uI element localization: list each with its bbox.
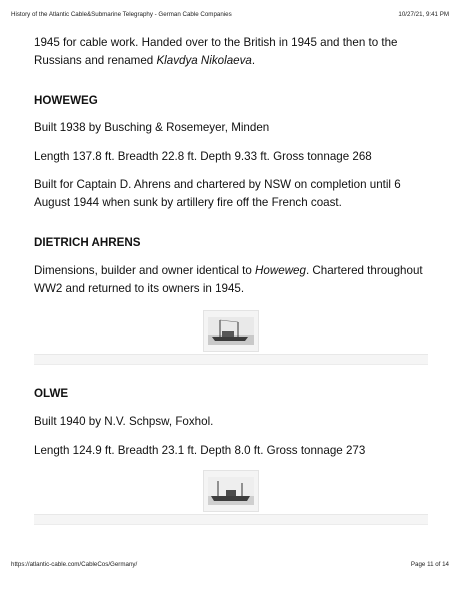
intro-ship-name: Klavdya Nikolaeva <box>156 53 252 67</box>
section-separator <box>34 354 428 365</box>
olwe-dimensions: Length 124.9 ft. Breadth 23.1 ft. Depth 8.0 ft. Gross tonnage 273 <box>34 444 366 457</box>
dietrich-paragraph <box>34 262 423 297</box>
howeweg-history <box>34 176 401 211</box>
dietrich-line-2: WW2 and returned to its owners in 1945. <box>34 281 245 295</box>
olwe-ship-thumbnail[interactable] <box>203 470 259 512</box>
print-footer-page: Page 11 of 14 <box>410 561 449 568</box>
howeweg-dimensions: Length 137.8 ft. Breadth 22.8 ft. Depth 9.33 ft. Gross tonnage 268 <box>34 150 372 163</box>
print-header-title: History of the Atlantic Cable&Submarine Telegraphy - German Cable Companies <box>11 11 232 18</box>
howeweg-history-line-2: August 1944 when sunk by artillery fire off the French coast. <box>34 195 342 209</box>
dietrich-ship-ref: Howeweg <box>255 264 306 277</box>
ship-photo-icon <box>208 317 254 345</box>
print-header-datetime: 10/27/21, 9:41 PM <box>398 11 449 18</box>
dietrich-heading: DIETRICH AHRENS <box>34 236 141 249</box>
dietrich-ship-thumbnail[interactable] <box>203 310 259 352</box>
olwe-heading: OLWE <box>34 387 69 400</box>
howeweg-history-line-1: Built for Captain D. Ahrens and chartered by NSW on completion until 6 <box>34 178 401 191</box>
intro-paragraph <box>34 34 398 69</box>
dietrich-line-1-prefix: Dimensions, builder and owner identical to <box>34 264 256 277</box>
howeweg-heading: HOWEWEG <box>34 94 98 107</box>
print-footer-url: https://atlantic-cable.com/CableCos/Germany/ <box>11 561 138 568</box>
intro-line-2-prefix: Russians and renamed <box>34 53 157 67</box>
olwe-built: Built 1940 by N.V. Schpsw, Foxhol. <box>34 415 214 428</box>
section-separator <box>34 514 428 525</box>
ship-photo-icon <box>208 477 254 505</box>
intro-line-1: 1945 for cable work. Handed over to the British in 1945 and then to the <box>34 36 398 49</box>
howeweg-built: Built 1938 by Busching & Rosemeyer, Minden <box>34 121 270 134</box>
dietrich-line-1-suffix: . Chartered throughout <box>305 264 423 277</box>
intro-line-2-suffix: . <box>251 53 256 67</box>
